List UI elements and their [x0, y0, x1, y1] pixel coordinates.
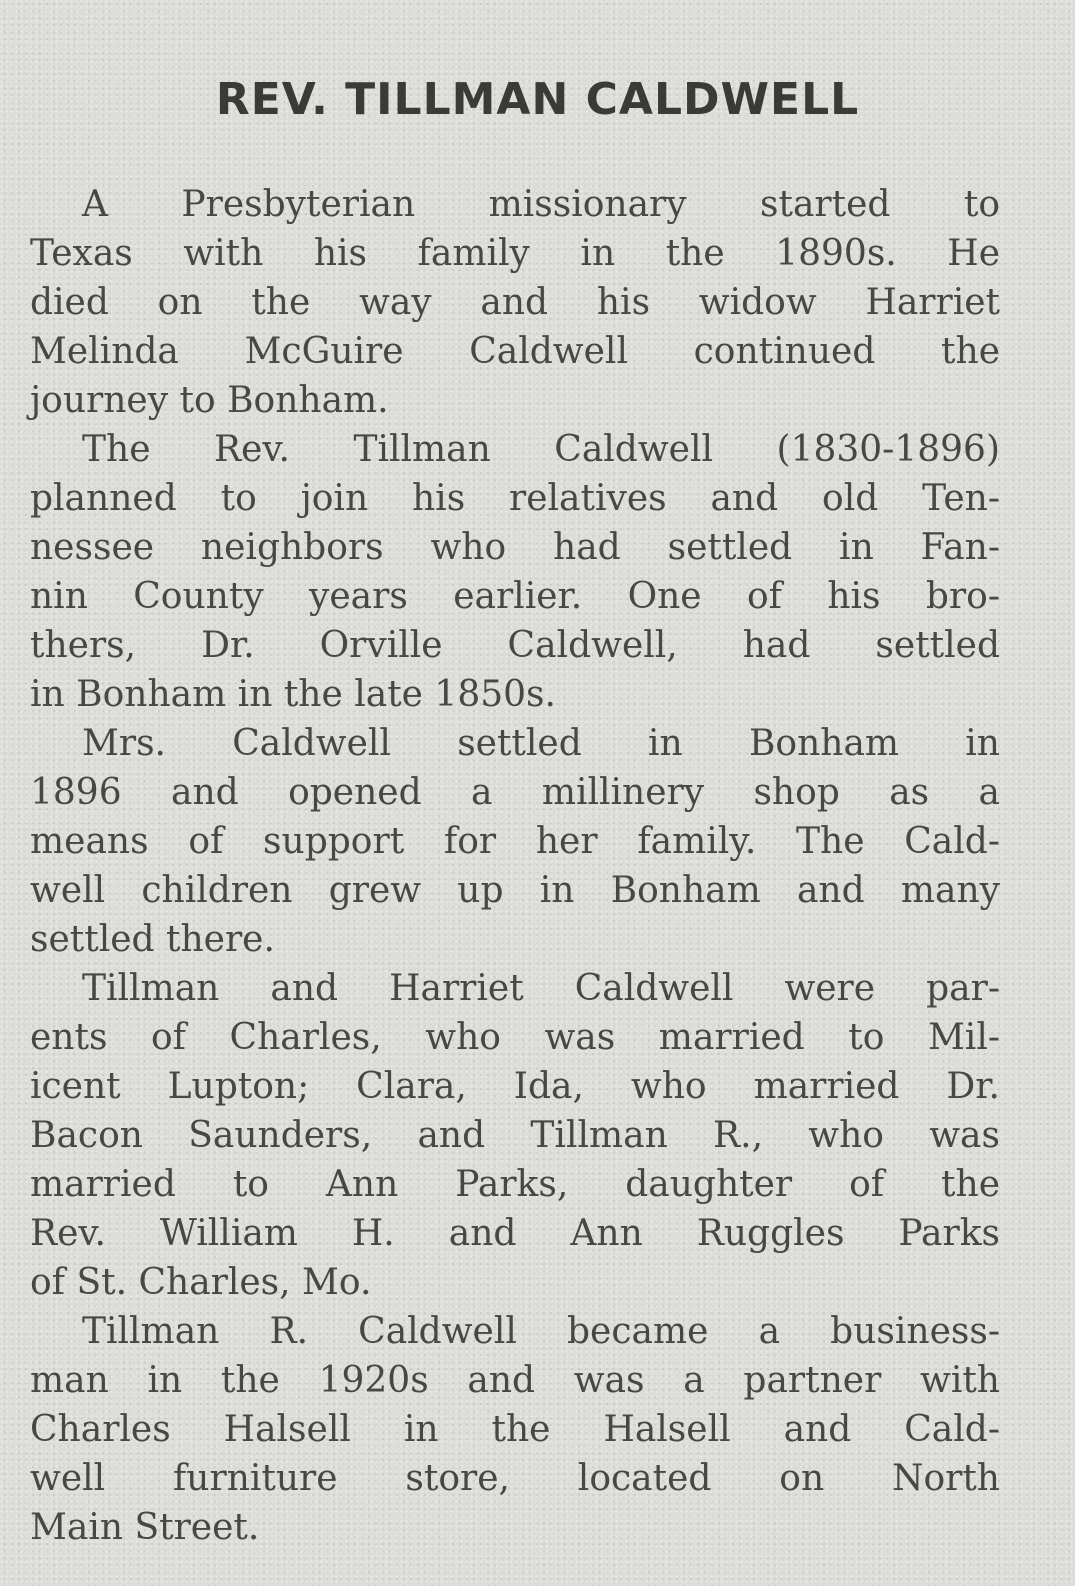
article-paragraph: [30, 425, 1000, 719]
text-line: Rev. William H. and Ann Ruggles Parks: [30, 1213, 1000, 1254]
text-line: well furniture store, located on North: [30, 1458, 1000, 1499]
text-line: settled there.: [30, 919, 275, 960]
article-paragraph: [30, 964, 1000, 1307]
text-line: in Bonham in the late 1850s.: [30, 674, 556, 715]
article-paragraph: [30, 1307, 1000, 1552]
text-line: Melinda McGuire Caldwell continued the: [30, 331, 1000, 372]
article-body: [30, 180, 1000, 1552]
text-line: man in the 1920s and was a partner with: [30, 1360, 1000, 1401]
text-line: nin County years earlier. One of his bro-: [30, 576, 1000, 617]
text-line: Tillman R. Caldwell became a business-: [82, 1311, 1000, 1352]
text-line: died on the way and his widow Harriet: [30, 282, 1000, 323]
text-line: Bacon Saunders, and Tillman R., who was: [30, 1115, 1000, 1156]
article-paragraph: [30, 180, 1000, 425]
text-line: 1896 and opened a millinery shop as a: [30, 772, 1000, 813]
text-line: ents of Charles, who was married to Mil-: [30, 1017, 1000, 1058]
text-line: planned to join his relatives and old Ten-: [30, 478, 1000, 519]
text-line: Tillman and Harriet Caldwell were par-: [82, 968, 1000, 1009]
text-line: means of support for her family. The Cald-: [30, 821, 1000, 862]
article-paragraph: [30, 719, 1000, 964]
article-title: REV. TILLMAN CALDWELL: [215, 74, 860, 125]
text-line: A Presbyterian missionary started to: [82, 184, 1000, 225]
text-line: The Rev. Tillman Caldwell (1830-1896): [82, 429, 1000, 470]
text-line: well children grew up in Bonham and many: [30, 870, 1000, 911]
text-line: nessee neighbors who had settled in Fan-: [30, 527, 1000, 568]
text-line: Main Street.: [30, 1507, 260, 1548]
text-line: icent Lupton; Clara, Ida, who married Dr.: [30, 1066, 1000, 1107]
text-line: Charles Halsell in the Halsell and Cald-: [30, 1409, 1000, 1450]
text-line: Texas with his family in the 1890s. He: [30, 233, 1000, 274]
text-line: married to Ann Parks, daughter of the: [30, 1164, 1000, 1205]
text-line: Mrs. Caldwell settled in Bonham in: [82, 723, 1000, 764]
text-line: journey to Bonham.: [30, 380, 389, 421]
text-line: thers, Dr. Orville Caldwell, had settled: [30, 625, 1000, 666]
text-line: of St. Charles, Mo.: [30, 1262, 372, 1303]
